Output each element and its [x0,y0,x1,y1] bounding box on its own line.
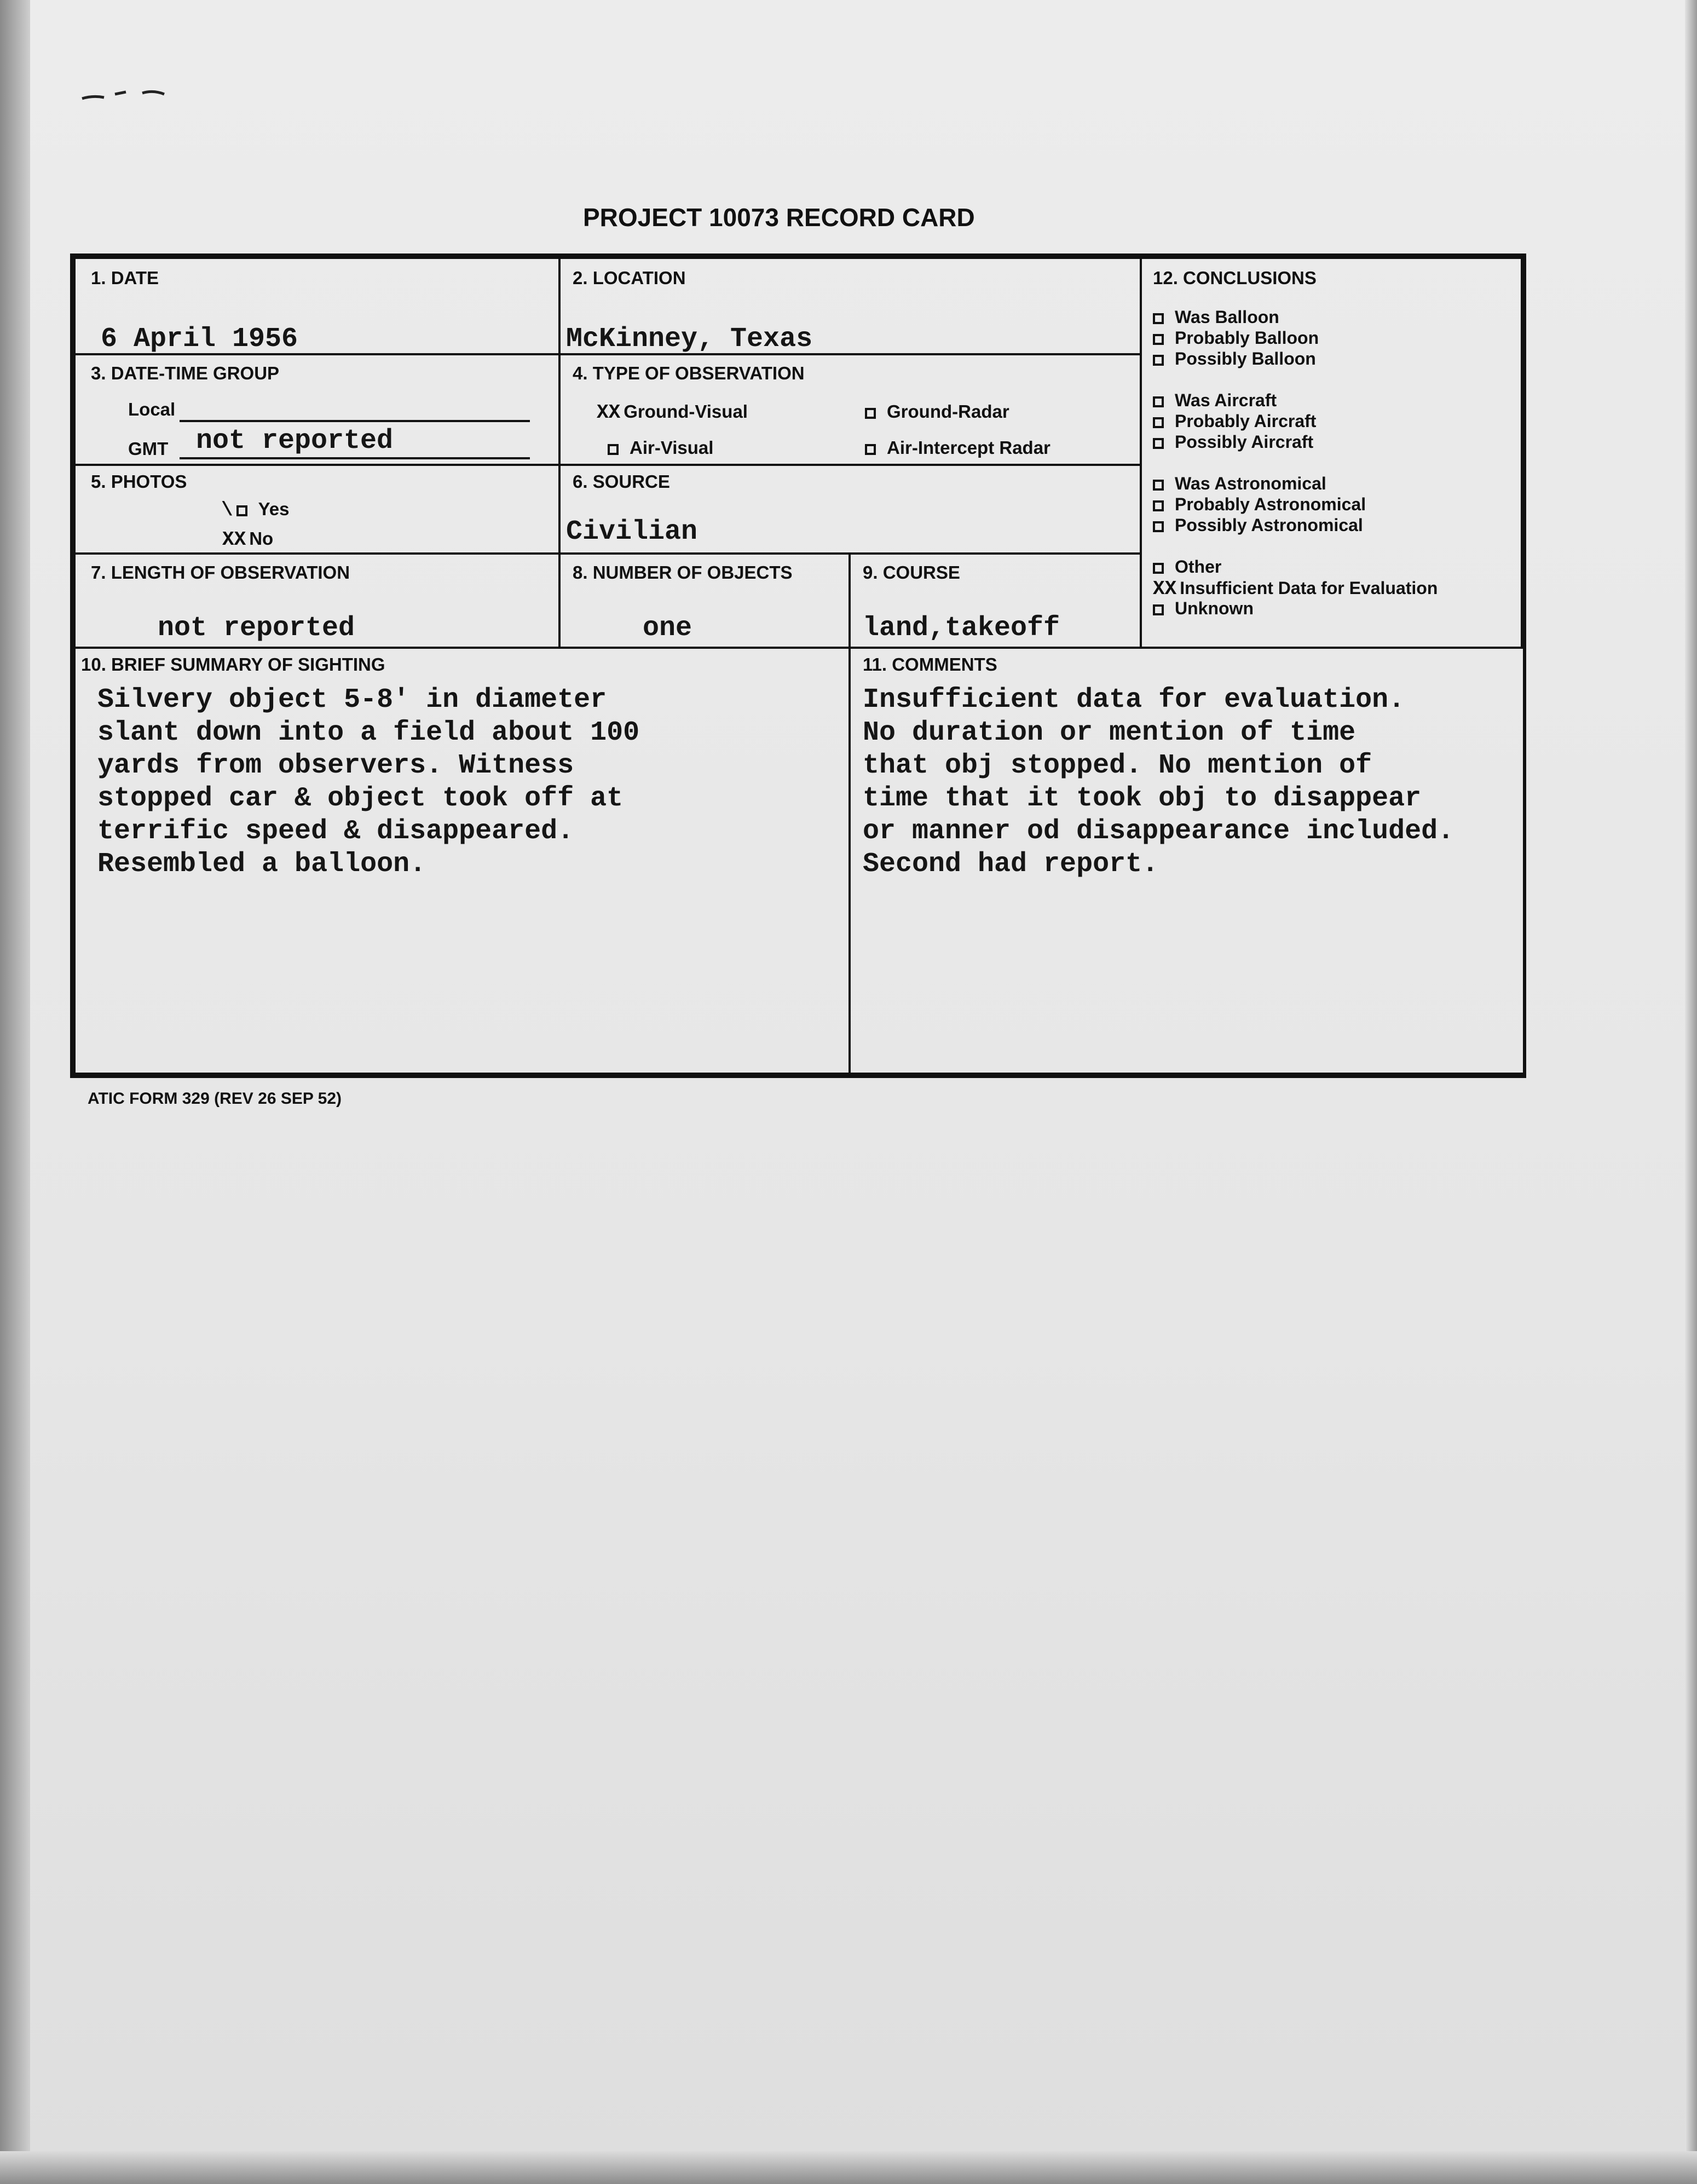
gmt-underline [180,457,530,459]
conclusion-option: Possibly Astronomical [1153,515,1363,535]
conclusions-cell [1140,257,1523,649]
photos-label: 5. PHOTOS [91,471,187,492]
option-ground-radar: Ground-Radar [865,401,1009,422]
checkbox-icon [1153,396,1164,407]
summary-line: stopped car & object took off at [97,783,624,814]
location-label: 2. LOCATION [573,268,686,288]
comment-line: time that it took obj to disappear [863,783,1422,814]
conclusion-option: Was Balloon [1153,307,1279,327]
conclusion-option: XX Insufficient Data for Evaluation [1153,578,1438,600]
checkbox-icon [1153,500,1164,511]
conclusion-option: Probably Aircraft [1153,411,1316,431]
scan-edge-bottom [0,2151,1697,2184]
conclusion-option: Unknown [1153,598,1254,619]
number-of-objects-value: one [643,613,692,644]
checkbox-icon [1153,355,1164,366]
pen-scribble [77,77,197,110]
checkbox-icon [865,444,876,455]
checkbox-icon [1153,563,1164,574]
summary-line: Silvery object 5-8' in diameter [97,684,607,716]
length-of-observation-cell [73,552,561,649]
summary-line: terrific speed & disappeared. [97,816,574,847]
conclusion-option: Possibly Aircraft [1153,432,1313,452]
checkbox-icon [1153,480,1164,491]
length-of-observation-label: 7. LENGTH OF OBSERVATION [91,562,350,583]
location-value: McKinney, Texas [566,324,813,355]
local-label: Local [128,399,176,419]
number-of-objects-label: 8. NUMBER OF OBJECTS [573,562,793,583]
scan-edge-left [0,0,30,2184]
source-cell [558,464,1142,555]
checkbox-icon [236,505,247,516]
photos-no: XX No [222,528,274,551]
location-cell [558,257,1142,355]
type-of-observation-cell [558,353,1142,466]
comments-text [863,684,1454,881]
comments-label: 11. COMMENTS [863,654,997,675]
comments-cell [848,647,1523,1075]
summary-cell [73,647,851,1075]
conclusion-option: Was Astronomical [1153,474,1326,494]
gmt-value: not reported [196,425,394,457]
date-value: 6 April 1956 [101,324,298,355]
summary-line: yards from observers. Witness [97,750,574,781]
summary-label: 10. BRIEF SUMMARY OF SIGHTING [81,654,385,675]
form-id: ATIC FORM 329 (REV 26 SEP 52) [88,1090,342,1108]
date-cell [73,257,561,355]
source-label: 6. SOURCE [573,471,670,492]
comment-line: that obj stopped. No mention of [863,750,1372,781]
photos-yes: \ Yes [221,499,290,521]
checkbox-icon [1153,604,1164,615]
comment-line: or manner od disappearance included. [863,816,1454,847]
date-time-group-label: 3. DATE-TIME GROUP [91,363,280,383]
checkbox-icon [865,408,876,419]
card-title: PROJECT 10073 RECORD CARD [583,203,975,232]
checkbox-icon [1153,417,1164,428]
conclusion-option: Was Aircraft [1153,390,1277,411]
course-value: land,takeoff [863,613,1060,644]
conclusion-option: Other [1153,557,1221,577]
type-of-observation-label: 4. TYPE OF OBSERVATION [573,363,805,383]
course-cell [848,552,1142,649]
option-ground-visual: XX Ground-Visual [597,401,748,424]
conclusion-option: Probably Balloon [1153,328,1319,348]
checkbox-icon [608,444,619,455]
local-underline [180,420,530,422]
checkbox-icon [1153,521,1164,532]
summary-text [97,684,639,881]
option-air-visual: Air-Visual [608,437,713,458]
length-of-observation-value: not reported [158,613,355,644]
comment-line: Insufficient data for evaluation. [863,684,1405,716]
conclusion-option: Possibly Balloon [1153,349,1316,369]
option-ground-visual-mark: XX [597,401,621,424]
checkbox-icon [1153,334,1164,345]
checkbox-icon [1153,313,1164,324]
conclusions-label: 12. CONCLUSIONS [1153,268,1317,288]
date-label: 1. DATE [91,268,159,288]
date-time-group-cell [73,353,561,466]
gmt-label: GMT [128,439,169,459]
number-of-objects-cell [558,552,851,649]
option-air-intercept-radar: Air-Intercept Radar [865,437,1050,458]
source-value: Civilian [566,516,698,548]
record-card [70,253,1526,1078]
summary-line: Resembled a balloon. [97,849,426,880]
photos-cell [73,464,561,555]
conclusion-option: Probably Astronomical [1153,494,1366,515]
comment-line: Second had report. [863,849,1159,880]
course-label: 9. COURSE [863,562,960,583]
checkbox-icon [1153,438,1164,449]
scan-edge-right [1685,0,1697,2184]
summary-line: slant down into a field about 100 [97,717,640,748]
comment-line: No duration or mention of time [863,717,1356,748]
